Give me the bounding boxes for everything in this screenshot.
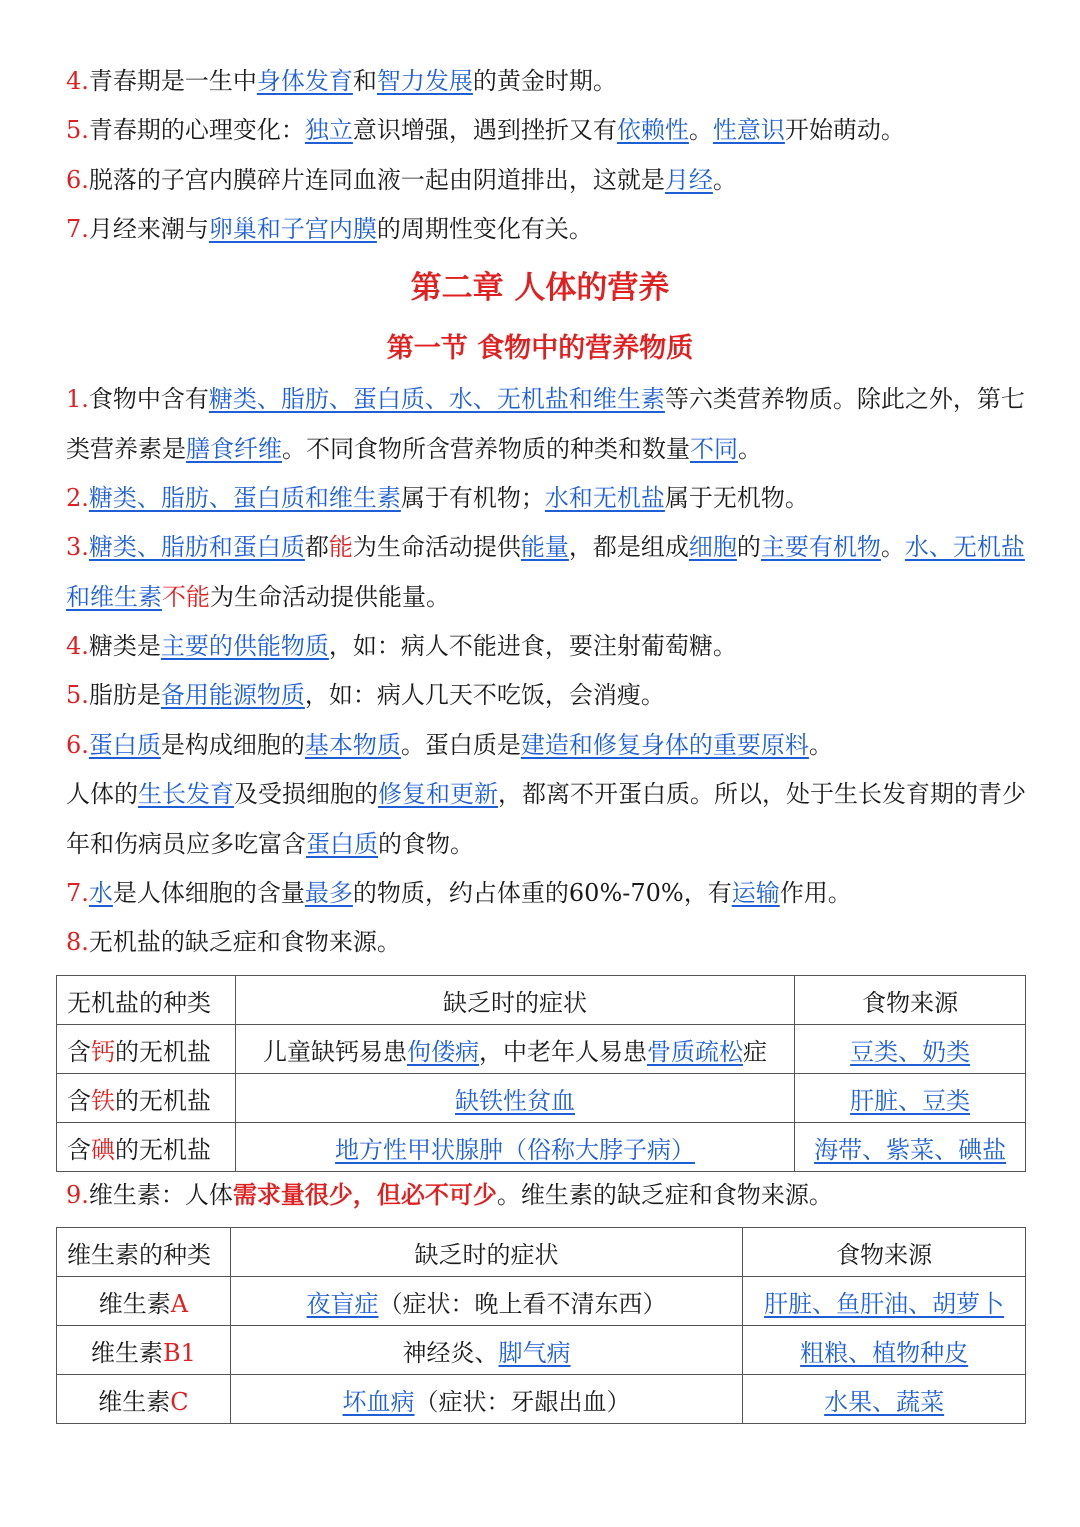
keyword: 能量 — [520, 533, 569, 561]
text-segment: 月经来潮与 — [88, 215, 209, 243]
text-segment: 的无机盐 — [115, 1135, 211, 1164]
symptom-cell — [230, 1375, 742, 1424]
keyword: 基本物质 — [304, 731, 401, 759]
table-row — [57, 1074, 1026, 1123]
text-segment: 维生素：人体 — [88, 1181, 233, 1209]
text-segment: 青春期是一生中 — [88, 67, 257, 95]
highlight-text: B1 — [162, 1338, 196, 1367]
keyword: 坏血病 — [342, 1387, 415, 1416]
table-header-row — [57, 1228, 1026, 1277]
table-header-row — [57, 976, 1026, 1025]
keyword: 肝脏、鱼肝油、胡萝卜 — [764, 1289, 1005, 1318]
text-segment: 维生素 — [90, 1338, 163, 1367]
keyword: 修复和更新 — [378, 780, 498, 808]
keyword: 水、无机盐和维生素 — [66, 533, 1025, 611]
mineral-table — [56, 975, 1026, 1172]
text-segment: 作用。 — [779, 879, 852, 907]
text-segment: ，都离不开蛋白质。所以，处于生长发育期的青少年和伤病员应多吃富含 — [66, 780, 1026, 858]
keyword: 月经 — [664, 166, 713, 194]
keyword: 不同 — [690, 434, 738, 463]
text-segment: 是人体细胞的含量 — [112, 879, 305, 907]
keyword: 水和无机盐 — [544, 484, 665, 512]
food-source-cell — [743, 1326, 1026, 1375]
text-segment: 儿童缺钙易患 — [263, 1037, 408, 1066]
item-number: 4. — [66, 632, 89, 660]
item-6-continued — [66, 770, 1026, 869]
text-segment: 为生命活动提供能量。 — [210, 582, 450, 611]
text-segment: 。 — [712, 166, 737, 194]
table-row — [57, 1375, 1026, 1424]
item-number: 7. — [66, 879, 89, 907]
keyword: 最多 — [304, 879, 353, 907]
item-3 — [66, 523, 1026, 622]
item-number: 5. — [66, 116, 89, 144]
food-source-cell — [795, 1074, 1026, 1123]
text-segment: 脱落的子宫内膜碎片连同血液一起由阴道排出，这就是 — [88, 166, 665, 194]
keyword: 肝脏、豆类 — [850, 1086, 971, 1115]
item-2 — [66, 474, 1026, 524]
table-row — [57, 1326, 1026, 1375]
keyword: 水 — [88, 879, 113, 907]
header-cell: 食物来源 — [795, 976, 1026, 1025]
symptom-cell — [235, 1074, 794, 1123]
text-segment: 开始萌动。 — [784, 116, 905, 144]
keyword: 卵巢和子宫内膜 — [208, 215, 377, 243]
header-cell: 维生素的种类 — [57, 1228, 231, 1277]
header-cell: 无机盐的种类 — [57, 976, 236, 1025]
item-6 — [66, 721, 1026, 771]
keyword: 豆类、奶类 — [850, 1037, 971, 1066]
highlight-text: A — [170, 1289, 189, 1318]
text-segment: 属于有机物； — [400, 484, 545, 512]
text-segment: 。 — [808, 731, 833, 759]
text-segment: （症状：牙龈出血） — [414, 1387, 631, 1416]
header-cell: 食物来源 — [743, 1228, 1026, 1277]
keyword: 身体发育 — [256, 67, 353, 95]
keyword: 海带、紫菜、碘盐 — [814, 1135, 1007, 1164]
keyword: 脚气病 — [498, 1338, 571, 1367]
highlight-text: 不能 — [162, 582, 210, 611]
highlight-text: C — [170, 1387, 189, 1416]
highlight-text: 需求量很少，但必不可少 — [232, 1180, 497, 1209]
keyword: 地方性甲状腺肿（俗称大脖子病） — [335, 1135, 696, 1164]
text-segment: ，都是组成 — [568, 533, 689, 561]
text-segment: ，如：病人不能进食，要注射葡萄糖。 — [328, 632, 737, 660]
keyword: 建造和修复身体的重要原料 — [520, 731, 809, 759]
keyword: 佝偻病 — [407, 1037, 480, 1066]
vitamin-type-cell — [57, 1375, 231, 1424]
intro-item-6 — [66, 156, 1026, 206]
text-segment: 。 — [738, 434, 762, 463]
text-segment: 。不同食物所含营养物质的种类和数量 — [282, 434, 690, 463]
text-segment: 人体的 — [66, 780, 138, 808]
keyword: 糖类、脂肪、蛋白质、水、无机盐和维生素 — [208, 385, 665, 413]
keyword: 糖类、脂肪、蛋白质和维生素 — [88, 484, 401, 512]
item-4 — [66, 622, 1026, 672]
intro-item-5 — [66, 106, 1026, 156]
text-segment: 的黄金时期。 — [472, 67, 617, 95]
text-segment: 糖类是 — [88, 632, 161, 660]
mineral-type-cell — [57, 1123, 236, 1172]
text-segment: 的无机盐 — [115, 1086, 211, 1115]
text-segment: 等六类营养物质。除此之外，第七类营养素是 — [66, 385, 1025, 463]
keyword: 备用能源物质 — [160, 681, 305, 709]
intro-item-7 — [66, 205, 1026, 255]
food-source-cell — [743, 1375, 1026, 1424]
table-row — [57, 1025, 1026, 1074]
item-number: 3. — [66, 533, 89, 561]
highlight-text: 钙 — [91, 1037, 115, 1066]
text-segment: 。蛋白质是 — [400, 731, 521, 759]
keyword: 夜盲症 — [306, 1289, 379, 1318]
text-segment: 青春期的心理变化： — [88, 116, 305, 144]
keyword: 运输 — [731, 879, 780, 907]
text-segment: 为生命活动提供 — [352, 533, 521, 561]
keyword: 依赖性 — [616, 116, 689, 144]
item-number: 8. — [66, 928, 89, 956]
header-cell: 缺乏时的症状 — [235, 976, 794, 1025]
keyword: 主要有机物 — [760, 533, 881, 561]
text-segment: 维生素 — [98, 1387, 171, 1416]
keyword: 智力发展 — [376, 67, 473, 95]
item-5 — [66, 671, 1026, 721]
text-segment: 的周期性变化有关。 — [376, 215, 593, 243]
vitamin-type-cell — [57, 1326, 231, 1375]
highlight-text: 碘 — [91, 1135, 115, 1164]
keyword: 蛋白质 — [88, 731, 161, 759]
keyword: 骨质疏松 — [647, 1037, 744, 1066]
header-cell: 缺乏时的症状 — [230, 1228, 742, 1277]
text-segment: 是构成细胞的 — [160, 731, 305, 759]
food-source-cell — [795, 1123, 1026, 1172]
keyword: 蛋白质 — [306, 829, 378, 858]
text-segment: 的无机盐 — [115, 1037, 211, 1066]
text-segment: 含 — [67, 1086, 91, 1115]
text-segment: 的物质，约占体重的60%-70%，有 — [352, 879, 732, 907]
text-segment: 食物中含有 — [88, 385, 209, 413]
text-segment: 都 — [304, 533, 329, 561]
item-number: 6. — [66, 166, 89, 194]
keyword: 膳食纤维 — [186, 434, 282, 463]
item-number: 7. — [66, 215, 89, 243]
symptom-cell — [235, 1025, 794, 1074]
food-source-cell — [795, 1025, 1026, 1074]
text-segment: 神经炎、 — [402, 1338, 499, 1367]
symptom-cell — [230, 1277, 742, 1326]
text-segment: 意识增强，遇到挫折又有 — [352, 116, 617, 144]
text-segment: 含 — [67, 1135, 91, 1164]
text-segment: 的食物。 — [378, 829, 474, 858]
item-number: 1. — [66, 385, 89, 413]
mineral-type-cell — [57, 1025, 236, 1074]
table-row — [57, 1277, 1026, 1326]
keyword: 缺铁性贫血 — [455, 1086, 576, 1115]
text-segment: 和 — [352, 67, 377, 95]
item-number: 2. — [66, 484, 89, 512]
text-segment: 及受损细胞的 — [234, 780, 378, 808]
item-number: 5. — [66, 681, 89, 709]
text-segment: 。维生素的缺乏症和食物来源。 — [496, 1181, 833, 1209]
item-number: 6. — [66, 731, 89, 759]
item-8 — [66, 918, 1026, 968]
symptom-cell — [235, 1123, 794, 1172]
table-row — [57, 1123, 1026, 1172]
text-segment: 脂肪是 — [88, 681, 161, 709]
item-1 — [66, 375, 1026, 474]
keyword: 糖类、脂肪和蛋白质 — [88, 533, 305, 561]
food-source-cell — [743, 1277, 1026, 1326]
symptom-cell — [230, 1326, 742, 1375]
vitamin-table — [56, 1227, 1026, 1424]
text-segment: 无机盐的缺乏症和食物来源。 — [88, 928, 401, 956]
mineral-type-cell — [57, 1074, 236, 1123]
text-segment: 含 — [67, 1037, 91, 1066]
text-segment: ，中老年人易患 — [479, 1037, 648, 1066]
keyword: 性意识 — [712, 116, 785, 144]
text-segment: （症状：晚上看不清东西） — [378, 1289, 667, 1318]
keyword: 独立 — [304, 116, 353, 144]
text-segment: 属于无机物。 — [664, 484, 809, 512]
text-segment: 维生素 — [98, 1289, 171, 1318]
item-number: 9. — [66, 1181, 89, 1209]
highlight-text: 能 — [328, 533, 353, 561]
text-segment: 症 — [743, 1037, 768, 1066]
item-9 — [66, 1170, 1026, 1221]
item-number: 4. — [66, 67, 89, 95]
keyword: 粗粮、植物种皮 — [800, 1338, 969, 1367]
text-segment: ，如：病人几天不吃饭，会消瘦。 — [304, 681, 665, 709]
text-segment: 的 — [736, 533, 761, 561]
vitamin-type-cell — [57, 1277, 231, 1326]
text-segment: 。 — [688, 116, 713, 144]
highlight-text: 铁 — [91, 1086, 115, 1115]
keyword: 细胞 — [688, 533, 737, 561]
keyword: 水果、蔬菜 — [824, 1387, 945, 1416]
section-title: 第一节 食物中的营养物质 — [386, 333, 694, 364]
item-7 — [66, 869, 1026, 919]
text-segment: 。 — [880, 533, 905, 561]
keyword: 主要的供能物质 — [160, 632, 329, 660]
keyword: 生长发育 — [138, 780, 234, 808]
intro-item-4 — [66, 57, 1026, 107]
chapter-title: 第二章 人体的营养 — [410, 270, 670, 306]
